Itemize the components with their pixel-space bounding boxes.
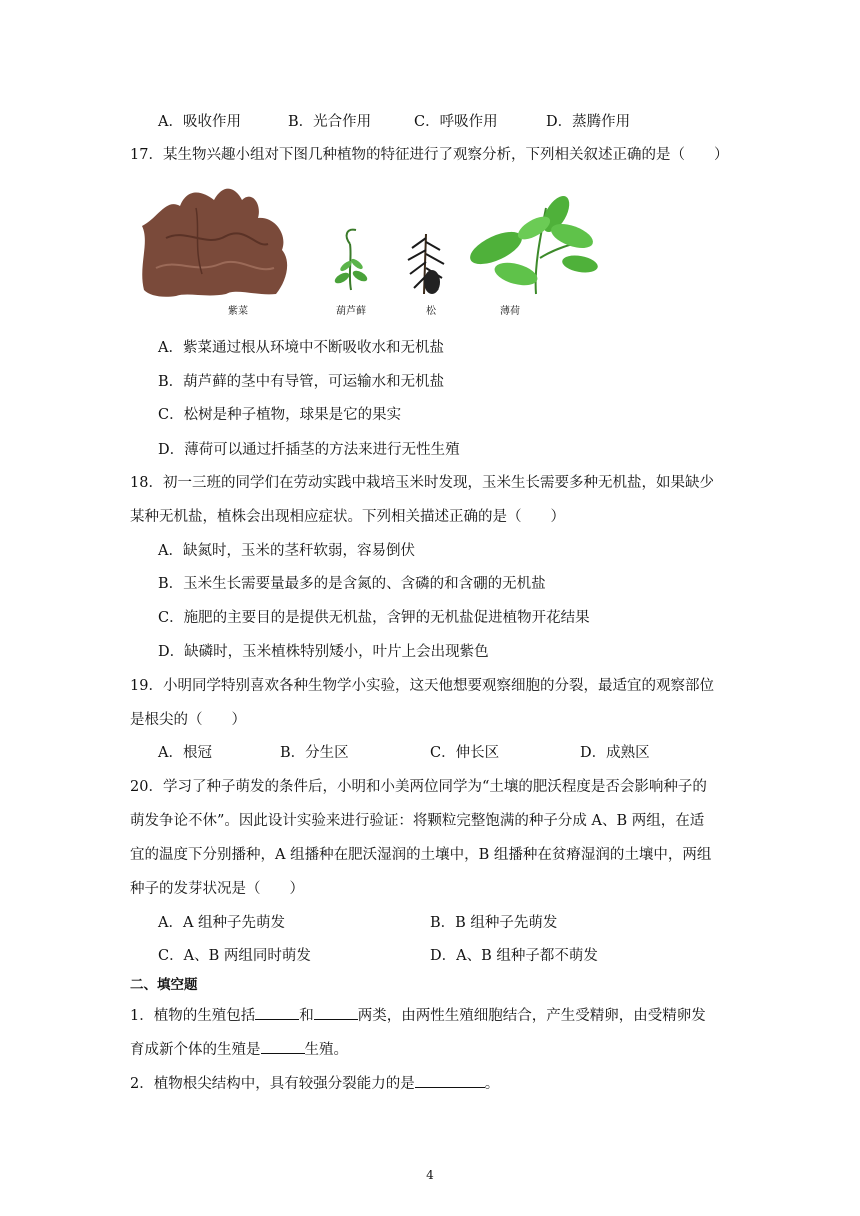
q16-option-d: D．蒸腾作用: [546, 114, 631, 130]
fill2-blank-1[interactable]: [415, 1071, 485, 1088]
caption-moss: 葫芦藓: [336, 306, 366, 317]
fill2-text-b: 。: [484, 1076, 500, 1092]
q18-option-a: A．缺氮时，玉米的茎秆软弱，容易倒伏: [158, 543, 415, 559]
mint-illustration: [466, 192, 600, 294]
q20-stem-line4: 种子的发芽状况是（ ）: [130, 881, 304, 897]
q20-stem-line1: 20．学习了种子萌发的条件后，小明和小美两位同学为“土壤的肥沃程度是否会影响种子的: [130, 779, 707, 795]
fill1-text-d: 育成新个体的生殖是: [130, 1042, 261, 1058]
caption-pine: 松: [426, 306, 436, 317]
q18-option-c: C．施肥的主要目的是提供无机盐，含钾的无机盐促进植物开花结果: [158, 610, 590, 626]
fill1-blank-3[interactable]: [261, 1037, 305, 1054]
q16-option-c: C．呼吸作用: [414, 114, 498, 130]
caption-mint: 薄荷: [500, 306, 520, 317]
fill1-line1: [130, 1003, 706, 1026]
q18-option-d: D．缺磷时，玉米植株特别矮小，叶片上会出现紫色: [158, 644, 489, 660]
fill1-blank-2[interactable]: [314, 1003, 358, 1020]
q17-stem: 17．某生物兴趣小组对下图几种植物的特征进行了观察分析，下列相关叙述正确的是（ ）: [130, 147, 729, 163]
q17-option-c: C．松树是种子植物，球果是它的果实: [158, 407, 402, 423]
q20-option-b: B．B 组种子先萌发: [430, 915, 558, 931]
q19-option-d: D．成熟区: [580, 745, 650, 761]
q16-option-b: B．光合作用: [288, 114, 372, 130]
q17-option-a: A．紫菜通过根从环境中不断吸收水和无机盐: [158, 340, 444, 356]
q19-stem-line1: 19．小明同学特别喜欢各种生物学小实验，这天他想要观察细胞的分裂，最适宜的观察部位: [130, 678, 714, 694]
fill2-text-a: 2．植物根尖结构中，具有较强分裂能力的是: [130, 1076, 415, 1092]
fill1-text-a: 1．植物的生殖包括: [130, 1008, 256, 1024]
plant-figure: [136, 178, 606, 318]
q18-stem-line2: 某种无机盐，植株会出现相应症状。下列相关描述正确的是（ ）: [130, 509, 565, 525]
q20-option-d: D．A、B 组种子都不萌发: [430, 948, 598, 964]
moss-illustration: [333, 230, 369, 290]
q20-stem-line2: 萌发争论不休”。因此设计实验来进行验证：将颗粒完整饱满的种子分成 A、B 两组，在适: [130, 813, 705, 829]
plant-illustrations: [136, 178, 606, 318]
q16-option-a: A．吸收作用: [158, 114, 241, 130]
section-title-fill-in: 二、填空题: [130, 977, 198, 993]
q18-stem-line1: 18．初一三班的同学们在劳动实践中栽培玉米时发现，玉米生长需要多种无机盐，如果缺少: [130, 475, 714, 491]
q17-option-d: D．薄荷可以通过扦插茎的方法来进行无性生殖: [158, 442, 460, 458]
q18-option-b: B．玉米生长需要量最多的是含氮的、含磷的和含硼的无机盐: [158, 576, 546, 592]
pine-illustration: [408, 234, 444, 294]
laver-illustration: [142, 189, 287, 297]
fill2-line: [130, 1071, 499, 1094]
q20-option-a: A．A 组种子先萌发: [158, 915, 286, 931]
q19-stem-line2: 是根尖的（ ）: [130, 712, 246, 728]
fill1-text-b: 和: [299, 1008, 314, 1024]
fill1-text-c: 两类，由两性生殖细胞结合，产生受精卵，由受精卵发: [357, 1008, 706, 1024]
caption-laver: 紫菜: [228, 306, 248, 317]
q20-option-c: C．A、B 两组同时萌发: [158, 948, 311, 964]
q19-option-b: B．分生区: [280, 745, 349, 761]
page-number: 4: [426, 1168, 434, 1182]
fill1-line2: [130, 1037, 348, 1060]
q20-stem-line3: 宜的温度下分别播种，A 组播种在肥沃湿润的土壤中，B 组播种在贫瘠湿润的土壤中，两组: [130, 847, 712, 863]
fill1-text-e: 生殖。: [304, 1042, 348, 1058]
q19-option-c: C．伸长区: [430, 745, 500, 761]
fill1-blank-1[interactable]: [255, 1003, 299, 1020]
q19-option-a: A．根冠: [158, 745, 212, 761]
q17-option-b: B．葫芦藓的茎中有导管，可运输水和无机盐: [158, 374, 445, 390]
